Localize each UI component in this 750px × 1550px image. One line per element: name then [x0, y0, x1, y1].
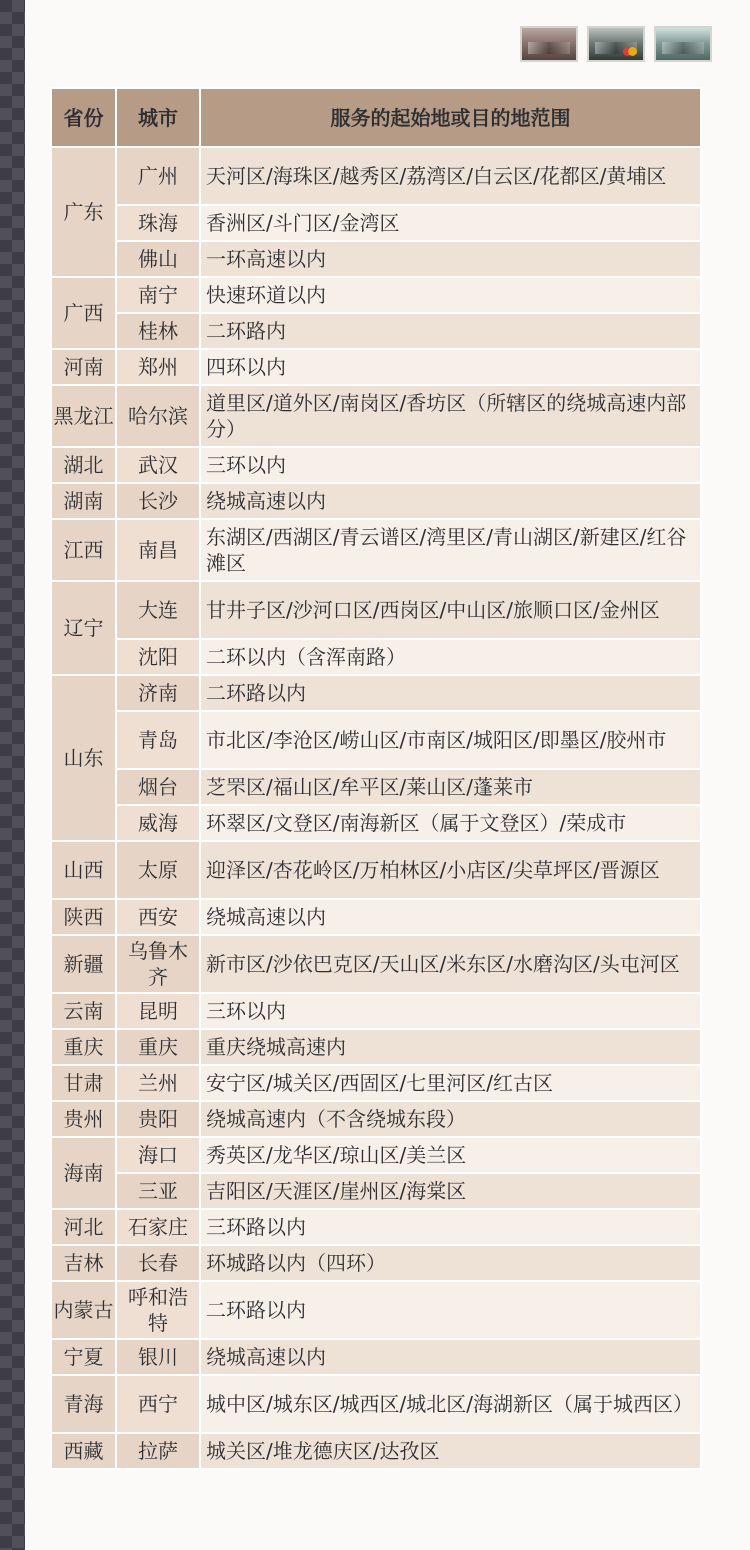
table-row — [51, 349, 701, 385]
table-row — [51, 1065, 701, 1101]
table-row — [51, 711, 701, 769]
table-row — [51, 1281, 701, 1339]
province-cell: 吉林 — [51, 1245, 116, 1281]
table-row — [51, 935, 701, 993]
decorative-side-pattern — [0, 0, 25, 1550]
service-area-cell: 环城路以内（四环） — [200, 1245, 701, 1281]
service-area-cell: 芝罘区/福山区/牟平区/莱山区/蓬莱市 — [200, 769, 701, 805]
city-cell: 南昌 — [116, 519, 200, 581]
city-cell: 三亚 — [116, 1173, 200, 1209]
province-cell: 贵州 — [51, 1101, 116, 1137]
city-cell: 威海 — [116, 805, 200, 841]
table-header-row — [51, 88, 701, 147]
city-cell: 海口 — [116, 1137, 200, 1173]
service-area-cell: 东湖区/西湖区/青云谱区/湾里区/青山湖区/新建区/红谷滩区 — [200, 519, 701, 581]
city-cell: 沈阳 — [116, 639, 200, 675]
service-area-cell: 城关区/堆龙德庆区/达孜区 — [200, 1433, 701, 1469]
city-cell: 重庆 — [116, 1029, 200, 1065]
table-row — [51, 1339, 701, 1375]
province-cell: 广西 — [51, 277, 116, 349]
province-cell: 河北 — [51, 1209, 116, 1245]
city-cell: 太原 — [116, 841, 200, 899]
province-cell: 内蒙古 — [51, 1281, 116, 1339]
card-vintage-sepia-image — [520, 26, 578, 62]
table-row — [51, 769, 701, 805]
service-area-cell: 三环以内 — [200, 993, 701, 1029]
province-cell: 重庆 — [51, 1029, 116, 1065]
city-cell: 济南 — [116, 675, 200, 711]
service-area-cell: 二环路以内 — [200, 1281, 701, 1339]
city-cell: 拉萨 — [116, 1433, 200, 1469]
service-area-cell: 重庆绕城高速内 — [200, 1029, 701, 1065]
province-cell: 山东 — [51, 675, 116, 841]
province-cell: 宁夏 — [51, 1339, 116, 1375]
table-row — [51, 1245, 701, 1281]
table-row — [51, 1375, 701, 1433]
service-area-cell: 市北区/李沧区/崂山区/市南区/城阳区/即墨区/胶州市 — [200, 711, 701, 769]
city-cell: 郑州 — [116, 349, 200, 385]
table-row — [51, 581, 701, 639]
service-area-cell: 三环路以内 — [200, 1209, 701, 1245]
city-cell: 南宁 — [116, 277, 200, 313]
table-row — [51, 519, 701, 581]
table-row — [51, 205, 701, 241]
table-row — [51, 483, 701, 519]
table-body — [51, 147, 701, 1469]
table-row — [51, 313, 701, 349]
table-row — [51, 1209, 701, 1245]
province-cell: 陕西 — [51, 899, 116, 935]
service-area-cell: 二环路以内 — [200, 675, 701, 711]
service-area-cell: 二环路内 — [200, 313, 701, 349]
service-area-cell: 新市区/沙依巴克区/天山区/米东区/水磨沟区/头屯河区 — [200, 935, 701, 993]
province-cell: 辽宁 — [51, 581, 116, 675]
city-cell: 武汉 — [116, 447, 200, 483]
city-cell: 贵阳 — [116, 1101, 200, 1137]
province-cell: 云南 — [51, 993, 116, 1029]
city-cell: 大连 — [116, 581, 200, 639]
table-row — [51, 993, 701, 1029]
city-cell: 兰州 — [116, 1065, 200, 1101]
province-cell: 山西 — [51, 841, 116, 899]
service-area-cell: 道里区/道外区/南岗区/香坊区（所辖区的绕城高速内部分） — [200, 385, 701, 447]
table-row — [51, 841, 701, 899]
province-cell: 江西 — [51, 519, 116, 581]
table-row — [51, 1433, 701, 1469]
province-cell: 西藏 — [51, 1433, 116, 1469]
province-cell: 湖南 — [51, 483, 116, 519]
table-row — [51, 805, 701, 841]
service-area-cell: 城中区/城东区/城西区/城北区/海湖新区（属于城西区） — [200, 1375, 701, 1433]
province-cell: 新疆 — [51, 935, 116, 993]
table-row — [51, 899, 701, 935]
city-cell: 石家庄 — [116, 1209, 200, 1245]
service-area-cell: 四环以内 — [200, 349, 701, 385]
table-row — [51, 1101, 701, 1137]
service-area-cell: 二环以内（含浑南路） — [200, 639, 701, 675]
table-row — [51, 447, 701, 483]
card-vintage-landscape-image — [654, 26, 712, 62]
city-cell: 呼和浩特 — [116, 1281, 200, 1339]
table-row — [51, 1029, 701, 1065]
city-cell: 烟台 — [116, 769, 200, 805]
header-service-area: 服务的起始地或目的地范围 — [200, 88, 701, 147]
service-area-cell: 秀英区/龙华区/琼山区/美兰区 — [200, 1137, 701, 1173]
service-area-cell: 天河区/海珠区/越秀区/荔湾区/白云区/花都区/黄埔区 — [200, 147, 701, 205]
city-cell: 珠海 — [116, 205, 200, 241]
table-row — [51, 1137, 701, 1173]
city-cell: 乌鲁木齐 — [116, 935, 200, 993]
table-row — [51, 241, 701, 277]
service-area-cell: 绕城高速以内 — [200, 1339, 701, 1375]
city-cell: 哈尔滨 — [116, 385, 200, 447]
table-row — [51, 1173, 701, 1209]
service-area-cell: 绕城高速内（不含绕城东段） — [200, 1101, 701, 1137]
service-area-cell: 三环以内 — [200, 447, 701, 483]
city-cell: 广州 — [116, 147, 200, 205]
service-area-cell: 安宁区/城关区/西固区/七里河区/红古区 — [200, 1065, 701, 1101]
service-area-cell: 迎泽区/杏花岭区/万柏林区/小店区/尖草坪区/晋源区 — [200, 841, 701, 899]
city-cell: 西安 — [116, 899, 200, 935]
province-cell: 青海 — [51, 1375, 116, 1433]
service-area-cell: 甘井子区/沙河口区/西岗区/中山区/旅顺口区/金州区 — [200, 581, 701, 639]
service-area-cell: 一环高速以内 — [200, 241, 701, 277]
header-city: 城市 — [116, 88, 200, 147]
province-cell: 海南 — [51, 1137, 116, 1209]
city-cell: 长春 — [116, 1245, 200, 1281]
service-area-cell: 绕城高速以内 — [200, 483, 701, 519]
province-cell: 湖北 — [51, 447, 116, 483]
province-cell: 广东 — [51, 147, 116, 277]
service-area-cell: 吉阳区/天涯区/崖州区/海棠区 — [200, 1173, 701, 1209]
table-row — [51, 277, 701, 313]
city-cell: 昆明 — [116, 993, 200, 1029]
card-images — [520, 26, 712, 62]
table-row — [51, 675, 701, 711]
province-cell: 黑龙江 — [51, 385, 116, 447]
mastercard-logo-icon — [623, 47, 637, 56]
service-area-cell: 环翠区/文登区/南海新区（属于文登区）/荣成市 — [200, 805, 701, 841]
service-area-cell: 香洲区/斗门区/金湾区 — [200, 205, 701, 241]
header-province: 省份 — [51, 88, 116, 147]
city-cell: 西宁 — [116, 1375, 200, 1433]
province-cell: 甘肃 — [51, 1065, 116, 1101]
table-row — [51, 147, 701, 205]
city-cell: 青岛 — [116, 711, 200, 769]
service-area-cell: 绕城高速以内 — [200, 899, 701, 935]
card-vintage-waterfall-image — [587, 26, 645, 62]
table-row — [51, 639, 701, 675]
city-cell: 长沙 — [116, 483, 200, 519]
service-area-cell: 快速环道以内 — [200, 277, 701, 313]
service-area-table — [50, 87, 702, 1470]
city-cell: 佛山 — [116, 241, 200, 277]
city-cell: 桂林 — [116, 313, 200, 349]
table-row — [51, 385, 701, 447]
province-cell: 河南 — [51, 349, 116, 385]
city-cell: 银川 — [116, 1339, 200, 1375]
